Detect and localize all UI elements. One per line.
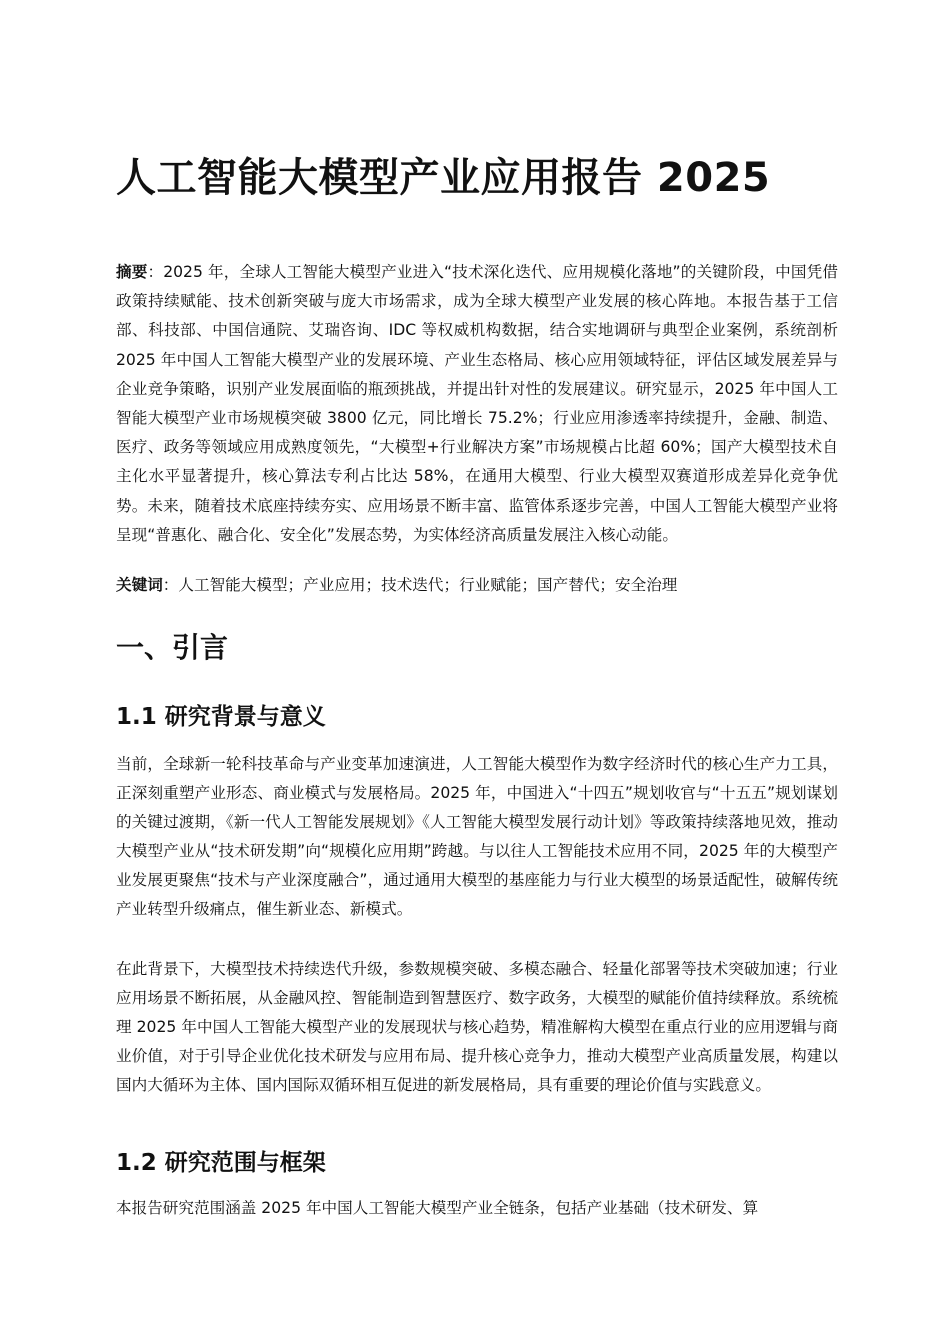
scope-paragraph-1: 本报告研究范围涵盖 2025 年中国人工智能大模型产业全链条，包括产业基础（技术研发、算 — [116, 1199, 759, 1217]
subsection-heading-background: 1.1 研究背景与意义 — [116, 704, 326, 730]
abstract-paragraph — [116, 258, 838, 550]
keywords-label: 关键词 — [116, 576, 163, 594]
document-title: 人工智能大模型产业应用报告 2025 — [116, 155, 771, 201]
subsection-heading-scope: 1.2 研究范围与框架 — [116, 1150, 326, 1176]
section-heading-introduction: 一、引言 — [116, 631, 229, 664]
abstract-label: 摘要 — [116, 263, 148, 281]
keywords-paragraph — [116, 571, 838, 600]
background-paragraph-1: 当前，全球新一轮科技革命与产业变革加速演进，人工智能大模型作为数字经济时代的核心生产力工具，正深刻重塑产业形态、商业模式与发展格局。2025 年，中国进入“十四五”规划收官与“十五五”规划谋划的关键过渡期，《新一代人工智能发展规划》《人工智能大模型发展行动计划》等政策持续落地见效，推动大模型产业从“技术研发期”向“规模化应用期”跨越。与以往人工智能技术应用不同，2025 年的大模型产业发展更聚焦“技术与产业深度融合”，通过通用大模型的基座能力与行业大模型的场景适配性，破解传统产业转型升级痛点，催生新业态、新模式。 — [116, 755, 838, 918]
keywords-text: ：人工智能大模型；产业应用；技术迭代；行业赋能；国产替代；安全治理 — [162, 576, 678, 594]
abstract-text: ：2025 年，全球人工智能大模型产业进入“技术深化迭代、应用规模化落地”的关键阶段，中国凭借政策持续赋能、技术创新突破与庞大市场需求，成为全球大模型产业发展的核心阵地。本报告基于工信部、科技部、中国信通院、艾瑞咨询、IDC 等权威机构数据，结合实地调研与典型企业案例，系统剖析 2025 年中国人工智能大模型产业的发展环境、产业生态格局、核心应用领域特征，评估区域发展差异与企业竞争策略，识别产业发展面临的瓶颈挑战，并提出针对性的发展建议。研究显示，2025 年中国人工智能大模型产业市场规模突破 3800 亿元，同比增长 75.2%；行业应用渗透率持续提升，金融、制造、医疗、政务等领域应用成熟度领先，“大模型+行业解决方案”市场规模占比超 60%；国产大模型技术自主化水平显著提升，核心算法专利占比达 58%，在通用大模型、行业大模型双赛道形成差异化竞争优势。未来，随着技术底座持续夯实、应用场景不断丰富、监管体系逐步完善，中国人工智能大模型产业将呈现“普惠化、融合化、安全化”发展态势，为实体经济高质量发展注入核心动能。 — [116, 263, 838, 544]
background-paragraph-2: 在此背景下，大模型技术持续迭代升级，参数规模突破、多模态融合、轻量化部署等技术突破加速；行业应用场景不断拓展，从金融风控、智能制造到智慧医疗、数字政务，大模型的赋能价值持续释放。系统梳理 2025 年中国人工智能大模型产业的发展现状与核心趋势，精准解构大模型在重点行业的应用逻辑与商业价值，对于引导企业优化技术研发与应用布局、提升核心竞争力，推动大模型产业高质量发展，构建以国内大循环为主体、国内国际双循环相互促进的新发展格局，具有重要的理论价值与实践意义。 — [116, 960, 838, 1094]
